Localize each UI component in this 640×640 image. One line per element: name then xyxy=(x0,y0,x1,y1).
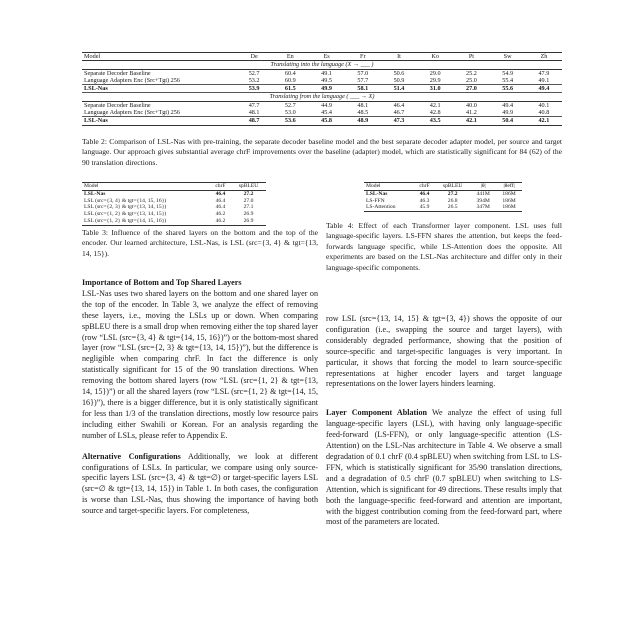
table-2-header-row xyxy=(82,53,562,61)
table-cell: 40.8 xyxy=(538,109,550,117)
table-cell: 27.0 xyxy=(243,197,254,204)
table-cell: 49.4 xyxy=(502,101,514,109)
table-cell: 43.5 xyxy=(429,117,441,125)
table-header: Model xyxy=(366,183,381,189)
table-header: Zh xyxy=(540,53,548,60)
table-cell: LS-FFN xyxy=(366,197,385,204)
table-4-header-row xyxy=(364,183,522,191)
table-cell: Language Adapters Enc (Src+Tgt) 256 xyxy=(84,76,180,84)
table-cell: 186M xyxy=(502,204,516,211)
table-4 xyxy=(364,182,522,212)
table-cell: 54.9 xyxy=(502,69,514,77)
table-cell: 55.6 xyxy=(502,85,514,93)
table-cell: LSL-Nas xyxy=(84,85,108,93)
table-4-caption: Table 4: Effect of each Transformer layer component. LSL uses full language-specific layers. LS-FFN shares the attention, but keeps the feed-forwards language specific, while LS-Attention does the opposite. All experiments are based on the LSL-Nas architecture and differ only in their language-specific components. xyxy=(326,221,562,272)
table-header: En xyxy=(286,53,294,60)
table-cell: 49.4 xyxy=(538,85,550,93)
table-cell: 42.8 xyxy=(429,109,441,117)
table-header: De xyxy=(250,53,258,60)
table-cell: 41.2 xyxy=(466,109,477,117)
table-row xyxy=(82,85,562,93)
table-cell: 49.9 xyxy=(321,85,332,93)
table-row xyxy=(364,198,522,205)
table-cell: 60.9 xyxy=(284,76,296,84)
table-cell: 26.9 xyxy=(243,211,254,218)
table-cell: 46.4 xyxy=(215,197,226,204)
table-cell: 52.7 xyxy=(284,101,296,109)
table-2-caption: Table 2: Comparison of LSL-Nas with pre-training, the separate decoder baseline model and the best separate decoder adapter model, per source and target language. Our approach gives substantial average chrF improvements over the baseline (adapter) model, which are statistically significant for 84 (62) of the 90 translation directions. xyxy=(82,137,562,167)
table-cell: 40.1 xyxy=(538,101,550,109)
paragraph-layer-component-ablation-text: We analyze the effect of using full language-specific layers (LSL), with having only language-specific feed-forward (LS-FFN), or only language-specific attention (LS-Attention) on the LSL-Nas architecture in Table 4. We observe a small degradation of 0.1 chrF (0.4 spBLEU) when switching from LSL to LS-FFN, which is statistically significant for 35/90 translation directions, and a degradation of 0.5 chrF (0.7 spBLEU) when switching to LS-Attention, which is significant for 49 directions. These results imply that both the language-specific feed-forward and attention are important, with the biggest contribution coming from the feed-forward part, where most of the parameters are located. xyxy=(326,408,562,527)
table-cell: 46.4 xyxy=(419,190,430,197)
table-row xyxy=(82,69,562,77)
table-header: |θeff| xyxy=(503,183,515,189)
table-cell: 48.1 xyxy=(357,101,369,109)
table-header: Pt xyxy=(468,53,474,60)
table-cell: 29.9 xyxy=(429,76,441,84)
table-cell: 47.9 xyxy=(538,69,550,77)
section-heading-shared-layers: Importance of Bottom and Top Shared Layers xyxy=(82,278,242,287)
table-row xyxy=(82,190,266,197)
table-cell: 51.4 xyxy=(393,85,405,93)
table-header: Sw xyxy=(503,53,512,60)
table-3-header-row xyxy=(82,183,266,191)
table-cell: 27.0 xyxy=(466,85,477,93)
table-row xyxy=(82,77,562,85)
table-cell: 58.1 xyxy=(357,85,369,93)
table-header: Ko xyxy=(431,53,439,60)
table-cell: 48.7 xyxy=(248,117,260,125)
table-cell: 25.0 xyxy=(466,76,477,84)
table-cell: 31.0 xyxy=(429,85,441,93)
table-header: Es xyxy=(323,53,330,60)
table-cell: 40.0 xyxy=(466,101,477,109)
table-cell: 45.4 xyxy=(321,109,332,117)
table-row xyxy=(364,204,522,211)
paragraph-layer-component-ablation xyxy=(326,408,562,528)
section-label-from: Translating from the language ( ___ → X) xyxy=(269,93,375,101)
table-cell: 61.5 xyxy=(284,85,296,93)
table-row xyxy=(82,109,562,117)
table-row xyxy=(364,190,522,197)
table-cell: LSL (src={1, 2} & tgt={13, 14, 15}) xyxy=(84,211,167,218)
table-cell: 29.0 xyxy=(429,69,441,77)
table-cell: Separate Decoder Baseline xyxy=(84,101,151,109)
paragraph-alternative-configs xyxy=(82,452,318,517)
table-3 xyxy=(82,182,266,226)
table-section-row xyxy=(82,93,562,101)
table-cell: 46.2 xyxy=(215,217,226,224)
table-row xyxy=(82,101,562,109)
table-cell: 25.2 xyxy=(466,69,477,77)
table-cell: LS-Attention xyxy=(366,204,396,211)
table-section-row xyxy=(82,61,562,69)
table-cell: 50.9 xyxy=(393,76,405,84)
table-cell: 26.8 xyxy=(447,197,458,204)
table-cell: 27.2 xyxy=(447,190,458,197)
table-cell: 49.9 xyxy=(502,109,514,117)
table-cell: 57.0 xyxy=(357,69,369,77)
table-cell: 186M xyxy=(502,190,516,197)
table-cell: 394M xyxy=(476,197,490,204)
table-cell: 48.5 xyxy=(357,109,369,117)
paragraph-alternative-configs-text: Additionally, we look at different configurations of LSLs. In particular, we compare using only source-specific layers LSL (src={3, 4} & tgt=∅) or target-specific layers LSL (src=∅ & tgt={13, 14, 15}) in Table 1. In both cases, the configuration is worse than LSL-Nas, thus showing the importance of having both source and target-specific layers. For completeness, xyxy=(82,451,319,516)
table-cell: 52.7 xyxy=(248,69,260,77)
table-row xyxy=(82,117,562,125)
table-cell: 49.5 xyxy=(321,76,332,84)
table-header: chrF xyxy=(215,183,226,189)
table-cell: 53.9 xyxy=(248,85,260,93)
right-column xyxy=(326,314,562,528)
table-cell: LSL-Nas xyxy=(84,117,108,125)
table-cell: 57.7 xyxy=(357,76,369,84)
table-cell: 50.4 xyxy=(502,117,514,125)
table-cell: 47.7 xyxy=(248,101,260,109)
table-row xyxy=(82,211,266,218)
table-header: It xyxy=(397,53,401,60)
table-header: Model xyxy=(84,183,99,189)
table-header: Model xyxy=(84,53,101,60)
paragraph-swapped-layers: row LSL (src={13, 14, 15} & tgt={3, 4}) shows the opposite of our configuration (i.e., swapping the source and target layers), with considerably degraded performance, showing that the position of source-specific and target-specific languages is very important. In particular, it shows that forcing the model to learn source-specific representations at higher encoder layers and target language representations on the lower layers hinders learning. xyxy=(326,314,562,389)
table-3-caption: Table 3: Influence of the shared layers on the bottom and the top of the encoder. Our learned architecture, LSL-Nas, is LSL (src={3, 4} & tgt={13, 14, 15}). xyxy=(82,228,318,258)
table-cell: 42.1 xyxy=(538,117,550,125)
table-cell: 45.9 xyxy=(419,204,430,211)
table-cell: 50.6 xyxy=(393,69,405,77)
table-cell: 46.7 xyxy=(393,109,405,117)
table-cell: 46.4 xyxy=(215,190,226,197)
table-cell: 42.1 xyxy=(429,101,441,109)
paragraph-shared-layers: LSL-Nas uses two shared layers on the bottom and one shared layer on the top of the encoder. In Table 3, we analyze the effect of removing these layers, i.e., moving the LSLs up or down. When comparing spBLEU there is a small drop when removing either the top shared layer (row “LSL (src={3, 4} & tgt={14, 15, 16})”) or the bottom-most shared layer (row “LSL (src={2, 3} & tgt={13, 14, 15})”), but the difference is negligible when comparing chrF. In fact the difference is only statistically significant for 15 of the 90 translation directions. When removing the bottom shared layers (row “LSL (src={1, 2} & tgt={13, 14, 15})”) or all the shared layers (row “LSL (src={1, 2} & tgt={14, 15, 16})”), there is a bigger difference, but it is only statistically significant for less than 1/3 of the translation directions, mostly low resource pairs including either Swahili or Korean. For an analysis regarding the number of LSLs, please refer to Appendix E. xyxy=(82,288,318,440)
table-header: chrF xyxy=(419,183,430,189)
table-cell: LSL (src={3, 4} & tgt={14, 15, 16}) xyxy=(84,197,167,204)
table-header: spBLEU xyxy=(238,183,259,189)
table-cell: 47.3 xyxy=(393,117,405,125)
table-header: |θ| xyxy=(480,183,486,189)
table-cell: 48.1 xyxy=(248,109,260,117)
table-cell: LSL (src={2, 3} & tgt={13, 14, 15}) xyxy=(84,204,167,211)
table-cell: LSL-Nas xyxy=(366,190,388,197)
table-cell: 186M xyxy=(502,197,516,204)
section-label-into: Translating into the language (X → ___ ) xyxy=(270,61,374,69)
table-cell: 347M xyxy=(476,204,490,211)
table-cell: 46.4 xyxy=(215,204,226,211)
table-cell: 60.4 xyxy=(284,69,296,77)
table-cell: Separate Decoder Baseline xyxy=(84,69,151,77)
table-cell: 27.2 xyxy=(243,190,254,197)
table-header: spBLEU xyxy=(442,183,463,189)
table-cell: 45.8 xyxy=(321,117,332,125)
table-2 xyxy=(82,52,562,126)
table-cell: 46.2 xyxy=(215,211,226,218)
table-cell: 441M xyxy=(476,190,490,197)
table-cell: 46.4 xyxy=(393,101,405,109)
table-header: Fr xyxy=(360,53,366,60)
table-cell: 53.6 xyxy=(284,117,296,125)
subheading-layer-component-ablation: Layer Component Ablation xyxy=(326,408,428,418)
table-cell: 49.1 xyxy=(321,69,332,77)
table-cell: 44.9 xyxy=(321,101,332,109)
table-cell: 53.0 xyxy=(284,109,296,117)
table-cell: Language Adapters Enc (Src+Tgt) 256 xyxy=(84,109,180,117)
table-row xyxy=(82,218,266,225)
table-cell: 48.9 xyxy=(357,117,369,125)
left-column xyxy=(82,278,318,517)
table-cell: 55.4 xyxy=(502,76,514,84)
table-cell: 49.1 xyxy=(538,76,550,84)
subheading-alternative-configs: Alternative Configurations xyxy=(82,451,181,461)
table-cell: 46.3 xyxy=(419,197,430,204)
table-cell: 26.5 xyxy=(447,204,458,211)
table-cell: 26.9 xyxy=(243,217,254,224)
table-cell: LSL-Nas xyxy=(84,190,106,197)
table-cell: 27.1 xyxy=(243,204,254,211)
table-cell: 42.1 xyxy=(466,117,477,125)
table-cell: LSL (src={1, 2} & tgt={14, 15, 16}) xyxy=(84,217,167,224)
table-cell: 53.2 xyxy=(248,76,260,84)
